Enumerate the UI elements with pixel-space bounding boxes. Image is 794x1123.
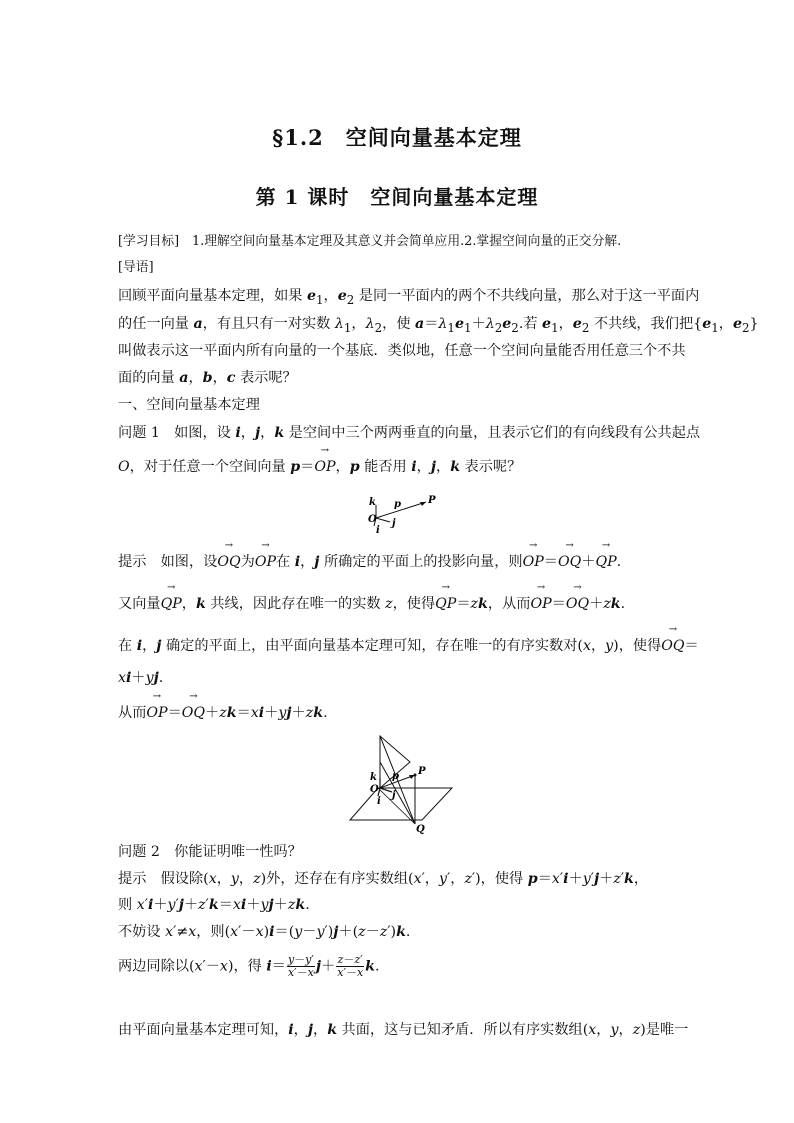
objectives-text: 1.理解空间向量基本定理及其意义并会简单应用.2.掌握空间向量的正交分解. [191, 234, 622, 249]
hint2-line-4: 两边同除以(x′－x)，得 i＝ $\frac{y-y'}{x'-x}$ j＋ $\frac{z-z'}{x'-x}$ k. [118, 953, 380, 979]
fig1-label-j: j [392, 518, 396, 529]
q1-line-1: 问题 1 如图，设 i，j，k 是空间中三个两两垂直的向量，且表示它们的有向线段有公共起点 [118, 425, 701, 441]
hint2-line-3: 不妨设 x′≠x，则(x′－x)i＝(y－y′)j＋(z－z′)k. [118, 924, 411, 940]
q2-line [118, 842, 678, 862]
guide-line-1: 回顾平面向量基本定理，如果 $e_1$，$e_2$ 是同一平面内的两个不共线向量，那么对于这一平面内 [118, 288, 700, 307]
q1-label: 问题 1 [118, 425, 160, 441]
fig2-label-O: O [370, 784, 379, 795]
hint1-line-5: 从而→ OP＝→ OQ＋zk＝xi＋yj＋zk. [118, 703, 678, 723]
hint1-line-3: 在 i，j 确定的平面上，由平面向量基本定理可知，存在唯一的有序实数对(x，y)，使得→ OQ＝ [118, 636, 678, 656]
fig1-label-k: k [369, 497, 376, 508]
q2-text: 你能证明唯一性吗？ [174, 844, 302, 860]
fig2-label-j: j [392, 790, 396, 801]
part1-heading: 一、空间向量基本定理 [118, 397, 260, 413]
hint2-line-2: 则 x′i＋y′j＋z′k＝xi＋yj＋zk. [118, 897, 310, 913]
section-title: §1.2 空间向量基本定理 [272, 125, 522, 150]
figure-projection [340, 730, 460, 836]
guide-line-3: 叫做表示这一平面内所有向量的一个基底．类似地，任意一个空间向量能否用任意三个不共 [118, 343, 686, 359]
fig2-label-i: i [377, 796, 381, 807]
learning-objectives [118, 232, 678, 252]
hint1-line-1: 提示 如图，设→ OQ为→ OP在 i，j 所确定的平面上的投影向量，则→ OP＝→ OQ＋→ QP. [118, 552, 678, 572]
lesson-title: 第 1 课时 空间向量基本定理 [255, 185, 539, 209]
hint2-line-1: 提示 假设除(x，y，z)外，还存在有序实数组(x′，y′，z′)，使得 p＝x′i＋y′j＋z′k， [118, 871, 649, 887]
hint-label: 提示 [118, 554, 147, 570]
hint2-line-5: 由平面向量基本定理可知，i，j，k 共面，这与已知矛盾．所以有序实数组(x，y，z)是唯一 [118, 1022, 689, 1038]
q1-line-2: O，对于任意一个空间向量 p＝→ OP，p 能否用 i，j，k 表示呢？ [118, 457, 678, 477]
fig1-label-P: P [428, 495, 436, 506]
objectives-label: [学习目标] [118, 234, 180, 249]
fig2-label-k: k [370, 772, 377, 783]
guide-label: [导语] [118, 260, 154, 275]
fig2-label-p: p [392, 771, 399, 782]
fig1-label-i: i [376, 525, 380, 536]
fig1-label-p: p [394, 499, 401, 510]
q2-label: 问题 2 [118, 844, 160, 860]
hint1-line-2: 又向量→ QP，k 共线，因此存在唯一的实数 z，使得→ QP＝zk，从而→ OP＝→ OQ＋zk. [118, 594, 678, 614]
fig2-label-P: P [418, 766, 426, 777]
fig2-label-Q: Q [416, 824, 425, 835]
hint2-label: 提示 [118, 871, 147, 887]
guide-line-2: 的任一向量 a，有且只有一对实数 $\lambda_1$，$\lambda_2$，使 $a=\lambda_1e_1+\lambda_2e_2$.若 $e_1$，$e_2$ 不共线，我们把{$e_1$，$e_2$} [118, 316, 759, 335]
figure-vectors-small [362, 490, 442, 536]
fig1-label-O: O [368, 514, 377, 525]
guide-line-4: 面的向量 a，b，c 表示呢？ [118, 370, 297, 386]
hint1-line-4: xi＋yj. [118, 670, 164, 686]
